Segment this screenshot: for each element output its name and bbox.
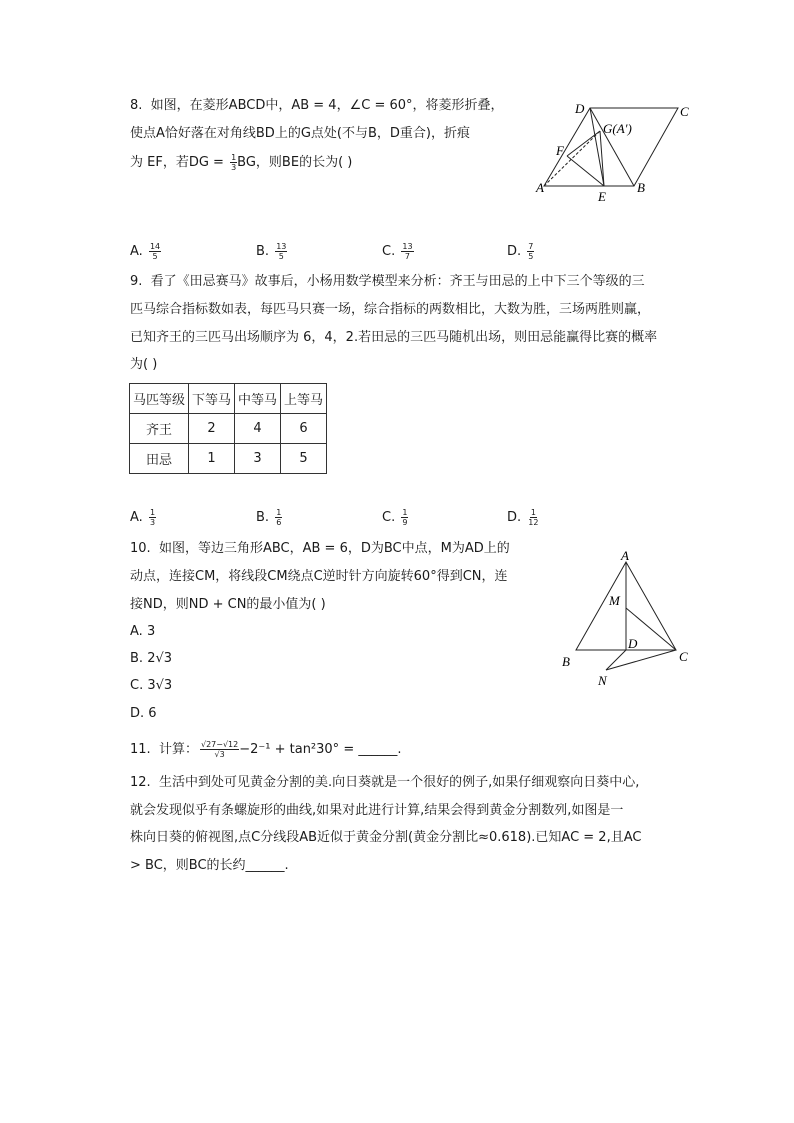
- table-cell: 3: [235, 444, 281, 474]
- q9-number: 9.: [130, 274, 143, 289]
- q8-label-a: A: [536, 180, 544, 195]
- q8-label-g: G(A′): [603, 121, 632, 136]
- q12-line4: > BC，则BC的长约______.: [130, 858, 289, 873]
- q8-rhombus-figure: [530, 96, 705, 206]
- q8-label-c: C: [680, 104, 689, 119]
- q9-option-b[interactable]: B. $\frac{1}{6}$: [256, 508, 282, 527]
- table-row: [130, 444, 327, 474]
- q12-line2: 就会发现似乎有条螺旋形的曲线,如果对此进行计算,结果会得到黄金分割数列,如图是一: [130, 803, 624, 818]
- q8-text3b: BG，则BE的长为( ): [237, 155, 353, 170]
- table-header-cell: 中等马: [235, 384, 281, 414]
- table-cell: 4: [235, 414, 281, 444]
- q11-suffix: −2⁻¹ + tan²30° = ______.: [239, 742, 402, 757]
- table-cell: 6: [281, 414, 327, 444]
- q12-line1: [130, 773, 639, 793]
- q8-text1: 如图，在菱形ABCD中，AB = 4，∠C = 60°，将菱形折叠，: [150, 98, 504, 113]
- table-row: [130, 414, 327, 444]
- q8-line1: [130, 96, 504, 116]
- q10-text1: 如图，等边三角形ABC，AB = 6，D为BC中点，M为AD上的: [158, 541, 510, 556]
- q12-line3: 株向日葵的俯视图,点C分线段AB近似于黄金分割(黄金分割比≈0.618).已知AC = 2,且AC: [130, 830, 642, 845]
- table-cell: 田忌: [130, 444, 189, 474]
- q8-option-c[interactable]: C. $\frac{13}{7}$: [382, 242, 413, 261]
- q10-option-d[interactable]: D. 6: [130, 706, 157, 721]
- table-header-cell: 马匹等级: [130, 384, 189, 414]
- q10-option-a[interactable]: A. 3: [130, 624, 156, 639]
- table-cell: 1: [189, 444, 235, 474]
- q10-option-c[interactable]: C. 3√3: [130, 678, 173, 693]
- table-header-cell: 上等马: [281, 384, 327, 414]
- q8-label-b: B: [637, 180, 645, 195]
- q10-line1: [130, 539, 510, 559]
- q9-text1: 看了《田忌赛马》故事后，小杨用数学模型来分析：齐王与田忌的上中下三个等级的三: [150, 274, 645, 289]
- horse-table: [129, 383, 327, 474]
- q8-option-a[interactable]: A. $\frac{14}{5}$: [130, 242, 161, 261]
- q9-line3: 已知齐王的三匹马出场顺序为 6，4，2.若田忌的三匹马随机出场，则田忌能赢得比赛的概率: [130, 330, 658, 345]
- table-header-cell: 下等马: [189, 384, 235, 414]
- q11-line: [130, 740, 401, 760]
- q10-label-d: D: [628, 636, 638, 651]
- q10-number: 10.: [130, 541, 151, 556]
- q9-option-c[interactable]: C. $\frac{1}{9}$: [382, 508, 408, 527]
- q11-fraction: $\frac{√27-√12}{√3}$: [200, 740, 239, 759]
- q11-prefix: 计算：: [158, 742, 198, 757]
- q8-label-d: D: [575, 101, 585, 116]
- q10-line2: 动点，连接CM，将线段CM绕点C逆时针方向旋转60°得到CN，连: [130, 569, 508, 584]
- q9-line1: [130, 272, 645, 292]
- q10-label-n: N: [598, 673, 607, 688]
- q8-label-f: F: [556, 143, 564, 158]
- table-cell: 2: [189, 414, 235, 444]
- q10-option-b[interactable]: B. 2√3: [130, 651, 173, 666]
- q8-number: 8.: [130, 98, 143, 113]
- table-cell: 齐王: [130, 414, 189, 444]
- q9-option-a[interactable]: A. $\frac{1}{3}$: [130, 508, 156, 527]
- q9-option-d[interactable]: D. $\frac{1}{12}$: [507, 508, 539, 527]
- q11-number: 11.: [130, 742, 151, 757]
- q9-line4: 为( ): [130, 357, 158, 372]
- q10-line3: 接ND，则ND + CN的最小值为( ): [130, 597, 326, 612]
- q8-option-d[interactable]: D. $\frac{7}{5}$: [507, 242, 534, 261]
- q8-dg-fraction: $\frac{1}{3}$: [231, 153, 237, 172]
- q8-text3a: 为 EF，若DG =: [130, 155, 229, 170]
- table-header-row: [130, 384, 327, 414]
- q12-text1: 生活中到处可见黄金分割的美.向日葵就是一个很好的例子,如果仔细观察向日葵中心,: [158, 775, 640, 790]
- q10-label-a: A: [621, 548, 629, 563]
- q10-label-c: C: [679, 649, 688, 664]
- q9-line2: 匹马综合指标数如表，每匹马只赛一场，综合指标的两数相比，大数为胜，三场两胜则赢，: [130, 302, 651, 317]
- q8-option-b[interactable]: B. $\frac{13}{5}$: [256, 242, 287, 261]
- q8-label-e: E: [598, 189, 606, 204]
- q12-number: 12.: [130, 775, 151, 790]
- q8-line2: 使点A恰好落在对角线BD上的G点处(不与B，D重合)，折痕: [130, 126, 470, 141]
- table-cell: 5: [281, 444, 327, 474]
- q8-line3: [130, 153, 352, 173]
- q10-label-b: B: [562, 654, 570, 669]
- q10-label-m: M: [609, 593, 620, 608]
- q10-triangle-figure: [555, 548, 705, 690]
